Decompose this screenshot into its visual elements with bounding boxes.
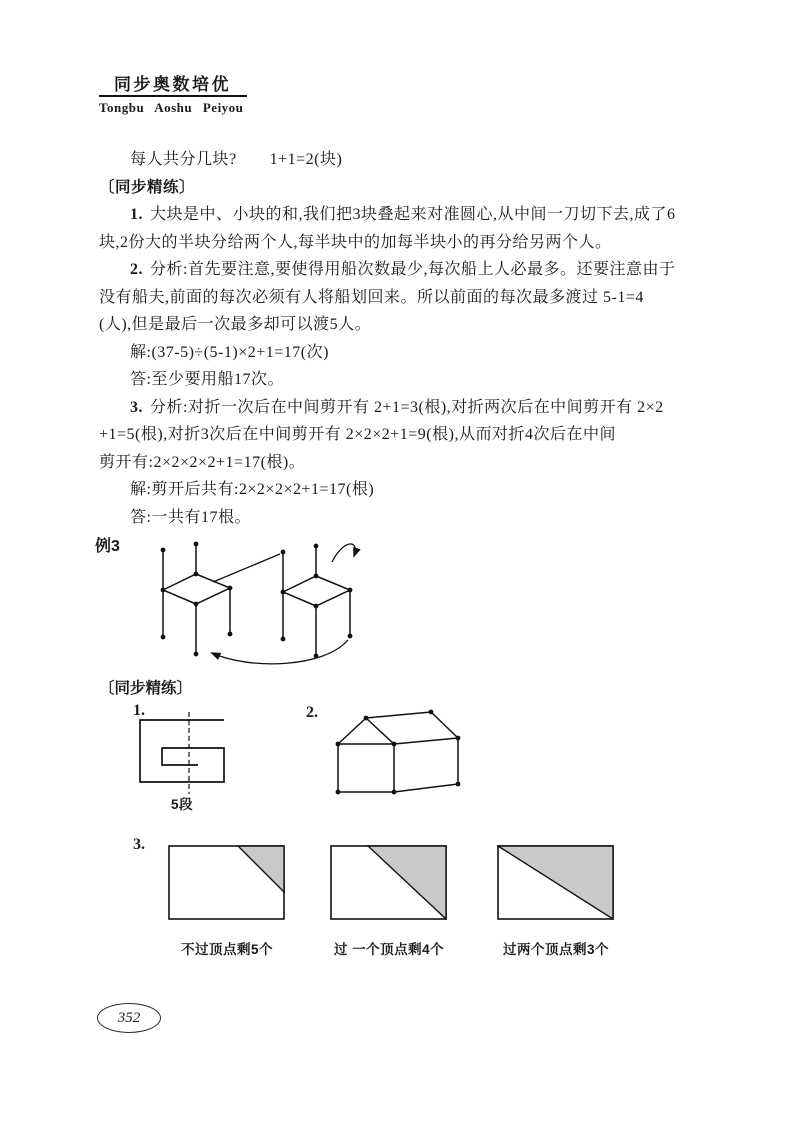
equation-text: 解:(37-5)÷(5-1)×2+1=17(次) xyxy=(130,343,329,361)
answer-line xyxy=(99,146,711,174)
paragraph-3-line-1 xyxy=(99,394,711,422)
top-curved-arrow xyxy=(332,544,355,562)
connector-line xyxy=(213,554,280,582)
example3-chair-diagram xyxy=(100,536,420,668)
paragraph-1-line-1 xyxy=(99,201,711,229)
paragraph-2-line-3 xyxy=(99,311,711,339)
practice-heading-1 xyxy=(99,174,711,202)
bottom-curved-arrow xyxy=(212,640,348,664)
practice-heading-1-text: 〔同步精练〕 xyxy=(99,178,196,196)
rectangle-cut-figure-2 xyxy=(330,845,447,920)
paragraph-text: 没有船夫,前面的每次必须有人将船划回来。所以前面的每次最多渡过 5-1=4 xyxy=(99,288,644,306)
answer-text: 答:至少要用船17次。 xyxy=(130,371,284,388)
practice-item-1-number: 1. xyxy=(133,702,145,719)
paragraph-text: 分析:首先要注意,要使得用船次数最少,每次船上人必最多。还要注意由于 xyxy=(150,261,676,278)
answer-text: 答:一共有17根。 xyxy=(130,508,251,526)
paragraph-text: +1=5(根),对折3次后在中间剪开有 2×2×2+1=9(根),从而对折4次后在中间 xyxy=(99,426,616,443)
item-number: 1. xyxy=(130,206,143,223)
zigzag-path xyxy=(140,720,224,782)
header-underline xyxy=(99,95,247,97)
item-number: 3. xyxy=(130,398,143,416)
book-title-pinyin: Tongbu Aoshu Peiyou xyxy=(99,100,244,115)
rectangle-cut-figure-3 xyxy=(497,845,614,920)
answer-text: 每人共分几块? 1+1=2(块) xyxy=(130,151,343,168)
house-figure xyxy=(328,702,468,804)
practice-heading-2: 〔同步精练〕 xyxy=(99,680,193,697)
rectangle-cut-figure-1 xyxy=(168,845,285,920)
zigzag-strip-figure xyxy=(132,712,232,797)
paragraph-text: 大块是中、小块的和,我们把3块叠起来对准圆心,从中间一刀切下去,成了6 xyxy=(150,206,676,223)
practice-item-3-number: 3. xyxy=(133,836,145,853)
paragraph-3-line-3 xyxy=(99,449,711,477)
page-number: 352 xyxy=(117,1010,141,1026)
paragraph-3-line-2 xyxy=(99,421,711,449)
paragraph-text: (人),但是最后一次最多却可以渡5人。 xyxy=(99,316,372,333)
solution-line-2 xyxy=(99,339,711,367)
practice-item-2-number: 2. xyxy=(306,704,318,721)
example3-label: 例3 xyxy=(95,538,120,555)
solution-text-block xyxy=(99,146,711,531)
house-edges xyxy=(338,712,458,792)
figure-3-caption: 过两个顶点剩3个 xyxy=(502,942,609,957)
paragraph-2-line-1 xyxy=(99,256,711,284)
zigzag-caption: 5段 xyxy=(170,797,193,812)
paragraph-text: 块,2份大的半块分给两个人,每半块中的加每半块小的再分给另两个人。 xyxy=(99,233,612,251)
figure-1-caption: 不过顶点剩5个 xyxy=(180,942,273,957)
paragraph-text: 剪开有:2×2×2×2+1=17(根)。 xyxy=(99,453,306,471)
right-chair-figure xyxy=(283,546,350,656)
paragraph-2-line-2 xyxy=(99,284,711,312)
item-number: 2. xyxy=(130,261,143,278)
equation-text: 解:剪开后共有:2×2×2×2+1=17(根) xyxy=(130,481,375,498)
book-title: 同步奥数培优 xyxy=(114,75,231,94)
paragraph-1-line-2 xyxy=(99,229,711,257)
figure-2-caption: 过 一个顶点剩4个 xyxy=(333,942,445,957)
left-chair-figure xyxy=(163,544,230,654)
answer-line-3 xyxy=(99,504,711,532)
paragraph-text: 分析:对折一次后在中间剪开有 2+1=3(根),对折两次后在中间剪开有 2×2 xyxy=(150,398,664,416)
solution-line-3 xyxy=(99,476,711,504)
page-number-badge xyxy=(97,1003,161,1033)
answer-line-2 xyxy=(99,366,711,394)
